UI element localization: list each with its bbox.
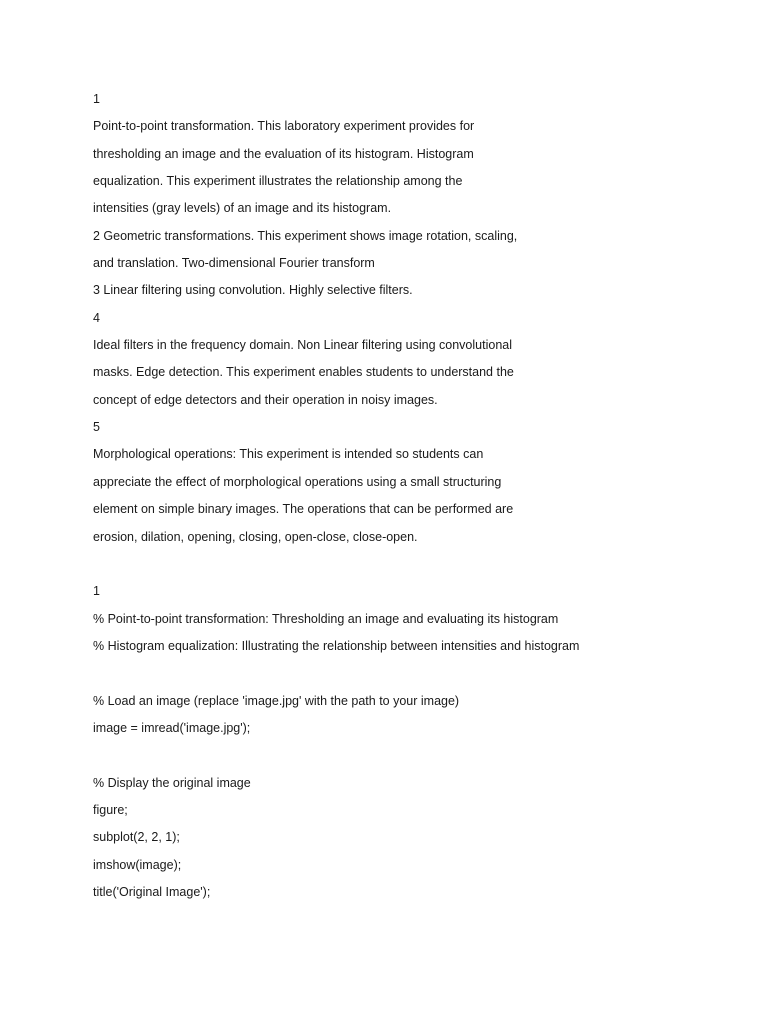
body-text-line: Morphological operations: This experiment is intended so students can — [93, 447, 484, 462]
code-line: image = imread('image.jpg'); — [93, 720, 251, 735]
body-text-line: thresholding an image and the evaluation of its histogram. Histogram — [93, 146, 474, 161]
code-line: subplot(2, 2, 1); — [93, 830, 180, 845]
code-comment-line: % Load an image (replace 'image.jpg' with the path to your image) — [93, 693, 460, 708]
blank-line — [93, 660, 733, 687]
code-comment-line: % Point-to-point transformation: Thresholding an image and evaluating its histogram — [93, 611, 559, 626]
body-text-line: 3 Linear filtering using convolution. Highly selective filters. — [93, 283, 413, 298]
code-section-number-1: 1 — [93, 584, 100, 599]
section-number-5: 5 — [93, 420, 100, 435]
body-text-line: Point-to-point transformation. This laboratory experiment provides for — [93, 119, 475, 134]
body-text-line: concept of edge detectors and their operation in noisy images. — [93, 392, 438, 407]
code-line: imshow(image); — [93, 857, 182, 872]
body-text-line: erosion, dilation, opening, closing, open-close, close-open. — [93, 529, 418, 544]
body-text-line: 2 Geometric transformations. This experiment shows image rotation, scaling, — [93, 228, 518, 243]
document-body — [93, 86, 733, 906]
code-comment-line: % Display the original image — [93, 775, 251, 790]
code-comment-line: % Histogram equalization: Illustrating the relationship between intensities and histogram — [93, 638, 580, 653]
body-text-line: equalization. This experiment illustrates the relationship among the — [93, 174, 463, 189]
code-line: figure; — [93, 802, 128, 817]
section-number-4: 4 — [93, 310, 100, 325]
body-text-line: appreciate the effect of morphological operations using a small structuring — [93, 474, 502, 489]
body-text-line: masks. Edge detection. This experiment enables students to understand the — [93, 365, 514, 380]
body-text-line: and translation. Two-dimensional Fourier transform — [93, 256, 375, 271]
code-line: title('Original Image'); — [93, 884, 211, 899]
section-number-1: 1 — [93, 92, 100, 106]
body-text-line: element on simple binary images. The operations that can be performed are — [93, 502, 514, 517]
blank-line — [93, 742, 733, 769]
body-text-line: intensities (gray levels) of an image and its histogram. — [93, 201, 392, 216]
body-text-line: Ideal filters in the frequency domain. Non Linear filtering using convolutional — [93, 338, 512, 353]
blank-line — [93, 551, 733, 578]
